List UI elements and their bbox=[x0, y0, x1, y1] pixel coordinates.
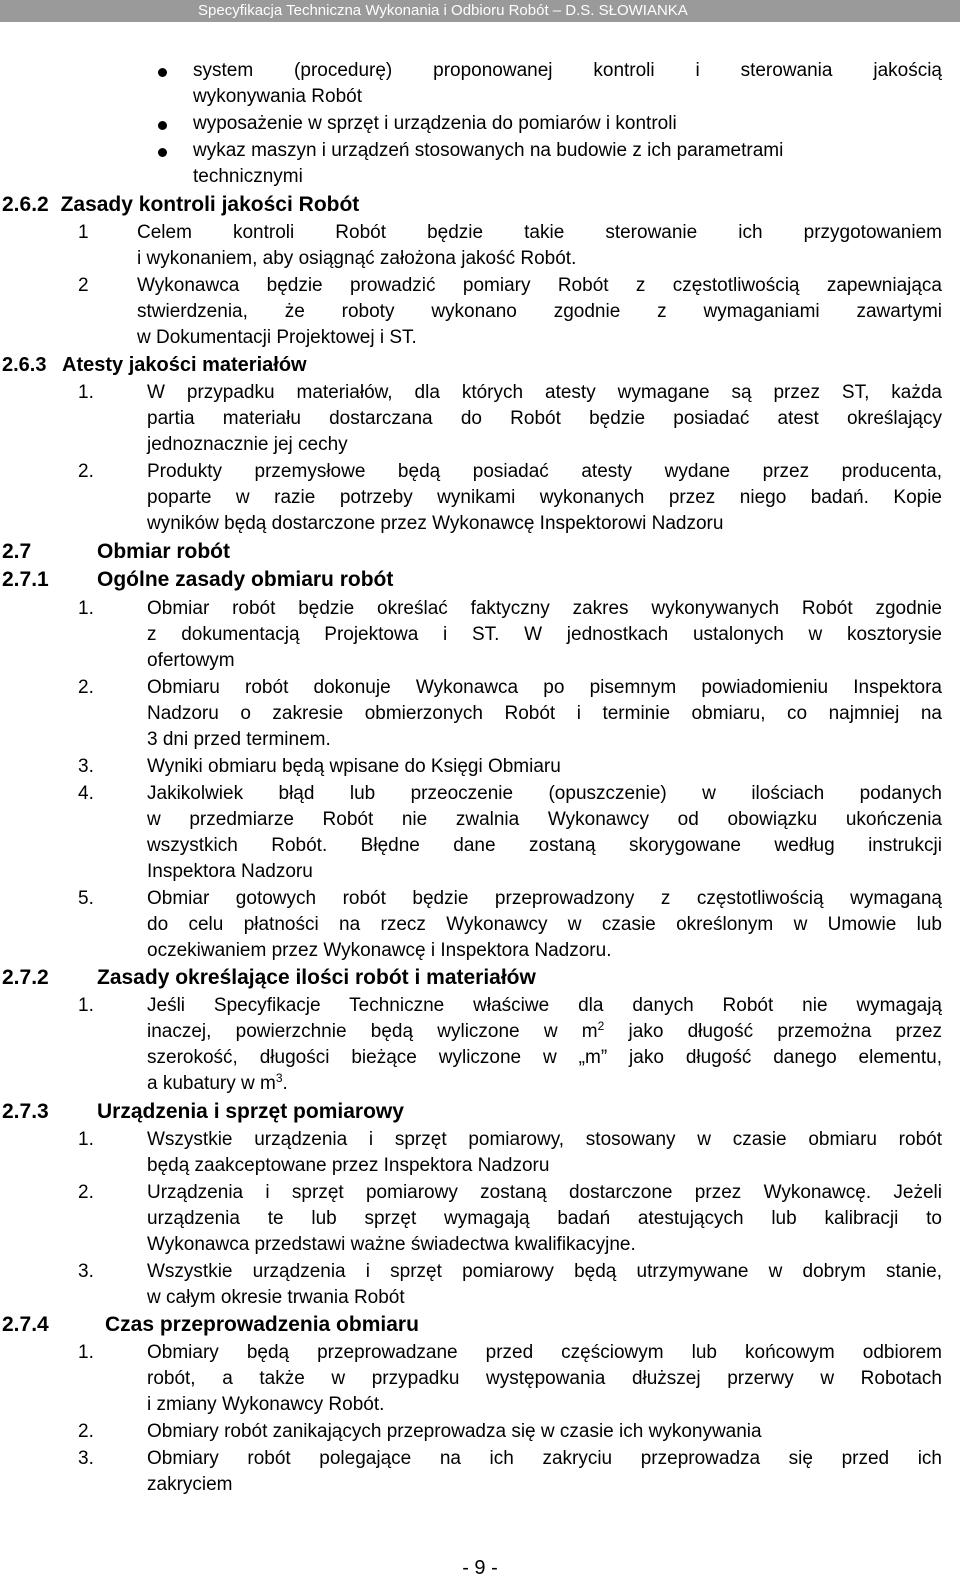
list-item-text-with-sup bbox=[147, 1071, 288, 1097]
list-item-text: 3 dni przed terminem. bbox=[147, 729, 331, 750]
list-number: 1. bbox=[78, 598, 94, 619]
list-item-text: będą zaakceptowane przez Inspektora Nadzoru bbox=[147, 1155, 550, 1176]
list-item-text: Urządzenia i sprzęt pomiarowy zostaną dostarczone przez Wykonawcę. Jeżeli bbox=[147, 1182, 942, 1203]
section-2-7-1-number: 2.7.1 bbox=[2, 568, 49, 591]
list-item-text: wszystkich Robót. Błędne dane zostaną skorygowane według instrukcji bbox=[147, 835, 942, 856]
section-2-7-4-title: Czas przeprowadzenia obmiaru bbox=[105, 1313, 419, 1336]
section-number: 2.7 bbox=[2, 540, 32, 563]
section-2-6-3-heading bbox=[2, 352, 307, 378]
list-item-text: w przedmiarze Robót nie zwalnia Wykonawcy od obowiązku ukończenia bbox=[147, 809, 942, 830]
list-number: 3. bbox=[78, 1448, 94, 1469]
list-item-text: robót, a także w przypadku występowania dłuższej przerwy w Robotach bbox=[147, 1368, 942, 1389]
superscript: 2 bbox=[597, 1019, 605, 1033]
bullet-dot bbox=[158, 68, 167, 77]
bullet-dot bbox=[158, 121, 167, 130]
list-item-text: Celem kontroli Robót będzie takie sterowanie ich przygotowaniem bbox=[137, 222, 942, 243]
list-item-text: i zmiany Wykonawcy Robót. bbox=[147, 1394, 385, 1415]
list-item-text: poparte w razie potrzeby wynikami wykonanych przez niego badań. Kopie bbox=[147, 487, 942, 508]
list-item-text: wyników będą dostarczone przez Wykonawcę Inspektorowi Nadzoru bbox=[147, 513, 724, 534]
list-item-text: ofertowym bbox=[147, 650, 235, 671]
list-item-text: stwierdzenia, że roboty wykonano zgodnie z wymaganiami zawartymi bbox=[137, 301, 942, 322]
list-item-text: oczekiwaniem przez Wykonawcę i Inspektora Nadzoru. bbox=[147, 940, 612, 961]
list-item-text: zakryciem bbox=[147, 1474, 233, 1495]
list-item-text: W przypadku materiałów, dla których atesty wymagane są przez ST, każda bbox=[147, 382, 942, 403]
list-item-text: Produkty przemysłowe będą posiadać atesty wydane przez producenta, bbox=[147, 461, 942, 482]
text-part: jako długość przemożna przez bbox=[604, 1021, 942, 1042]
bullet-text-1-line-2: wykonywania Robót bbox=[193, 86, 362, 107]
section-2-7-title: Obmiar robót bbox=[97, 540, 231, 563]
list-item-text: Obmiar gotowych robót będzie przeprowadzony z częstotliwością wymaganą bbox=[147, 888, 942, 909]
list-item-text: Obmiaru robót dokonuje Wykonawca po pisemnym powiadomieniu Inspektora bbox=[147, 677, 942, 698]
section-2-7-3-number: 2.7.3 bbox=[2, 1100, 49, 1123]
section-title: Zasady kontroli jakości Robót bbox=[60, 193, 360, 216]
list-item-text: Obmiary będą przeprowadzane przed częściowym lub końcowym odbiorem bbox=[147, 1342, 942, 1363]
list-number: 2. bbox=[78, 677, 94, 698]
list-number: 5. bbox=[78, 888, 94, 909]
section-number: 2.6.2 bbox=[2, 193, 49, 216]
list-item-text: z dokumentacją Projektowa i ST. W jednostkach ustalonych w kosztorysie bbox=[147, 624, 942, 645]
text-part: . bbox=[282, 1073, 288, 1094]
list-item-text: urządzenia te lub sprzęt wymagają badań atestujących lub kalibracji to bbox=[147, 1208, 942, 1229]
section-2-7-heading bbox=[2, 539, 31, 565]
list-number: 1 bbox=[78, 222, 89, 243]
list-number: 2. bbox=[78, 1421, 94, 1442]
page-number: - 9 - bbox=[462, 1557, 498, 1579]
list-item-text: Jeśli Specyfikacje Techniczne właściwe dla danych Robót nie wymagają bbox=[147, 995, 942, 1016]
bullet-text-2: wyposażenie w sprzęt i urządzenia do pomiarów i kontroli bbox=[193, 113, 677, 134]
list-number: 3. bbox=[78, 756, 94, 777]
list-item-text: Jakikolwiek błąd lub przeoczenie (opuszczenie) w ilościach podanych bbox=[147, 783, 942, 804]
list-item-text: Inspektora Nadzoru bbox=[147, 861, 313, 882]
list-item-text: Wszystkie urządzenia i sprzęt pomiarowy będą utrzymywane w dobrym stanie, bbox=[147, 1261, 942, 1282]
list-item-text: i wykonaniem, aby osiągnąć założona jakość Robót. bbox=[137, 248, 577, 269]
list-item-text: szerokość, długości bieżące wyliczone w „m” jako długość danego elementu, bbox=[147, 1047, 942, 1068]
list-number: 4. bbox=[78, 783, 94, 804]
list-number: 2. bbox=[78, 461, 94, 482]
text-part: inaczej, powierzchnie będą wyliczone w m bbox=[147, 1021, 598, 1042]
list-item-text: Obmiar robót będzie określać faktyczny zakres wykonywanych Robót zgodnie bbox=[147, 598, 942, 619]
section-2-7-1-title: Ogólne zasady obmiaru robót bbox=[97, 568, 394, 591]
list-number: 1. bbox=[78, 995, 94, 1016]
list-item-text: do celu płatności na rzecz Wykonawcy w czasie określonym w Umowie lub bbox=[147, 914, 942, 935]
list-item-text-with-sup bbox=[147, 1019, 942, 1045]
list-item-text: jednoznacznie jej cechy bbox=[147, 434, 348, 455]
bullet-text-1-line-1: system (procedurę) proponowanej kontroli i sterowania jakością bbox=[193, 60, 942, 81]
list-item-text: Obmiary robót polegające na ich zakryciu przeprowadza się przed ich bbox=[147, 1448, 942, 1469]
list-item-text: Wszystkie urządzenia i sprzęt pomiarowy, stosowany w czasie obmiaru robót bbox=[147, 1129, 942, 1150]
list-number: 3. bbox=[78, 1261, 94, 1282]
list-item-text: w całym okresie trwania Robót bbox=[147, 1287, 405, 1308]
list-item-text: Nadzoru o zakresie obmierzonych Robót i terminie obmiaru, co najmniej na bbox=[147, 703, 942, 724]
text-part: a kubatury w m bbox=[147, 1073, 276, 1094]
section-2-7-4-number: 2.7.4 bbox=[2, 1313, 49, 1336]
bullet-text-3-line-1: wykaz maszyn i urządzeń stosowanych na budowie z ich parametrami bbox=[193, 140, 784, 161]
list-number: 1. bbox=[78, 1129, 94, 1150]
list-item-text: Wykonawca będzie prowadzić pomiary Robót z częstotliwością zapewniająca bbox=[137, 275, 942, 296]
list-item-text: w Dokumentacji Projektowej i ST. bbox=[137, 327, 417, 348]
list-item-text: Wykonawca przedstawi ważne świadectwa kwalifikacyjne. bbox=[147, 1234, 636, 1255]
superscript: 3 bbox=[275, 1071, 283, 1085]
list-item-text: partia materiału dostarczana do Robót będzie posiadać atest określający bbox=[147, 408, 942, 429]
section-2-7-2-title: Zasady określające ilości robót i materiałów bbox=[97, 966, 536, 989]
list-item-text: Obmiary robót zanikających przeprowadza się w czasie ich wykonywania bbox=[147, 1421, 762, 1442]
bullet-dot bbox=[158, 148, 167, 157]
list-number: 2. bbox=[78, 1182, 94, 1203]
section-2-6-2-heading bbox=[2, 192, 359, 218]
list-item-text: Wyniki obmiaru będą wpisane do Księgi Obmiaru bbox=[147, 756, 561, 777]
section-2-7-2-number: 2.7.2 bbox=[2, 966, 49, 989]
section-title: Atesty jakości materiałów bbox=[62, 354, 307, 376]
running-header-text: Specyfikacja Techniczna Wykonania i Odbioru Robót – D.S. SŁOWIANKA bbox=[198, 2, 688, 19]
section-number: 2.6.3 bbox=[2, 354, 47, 376]
section-2-7-3-title: Urządzenia i sprzęt pomiarowy bbox=[97, 1100, 404, 1123]
bullet-text-3-line-2: technicznymi bbox=[193, 166, 303, 187]
list-number: 1. bbox=[78, 1342, 94, 1363]
list-number: 2 bbox=[78, 275, 89, 296]
list-number: 1. bbox=[78, 382, 94, 403]
